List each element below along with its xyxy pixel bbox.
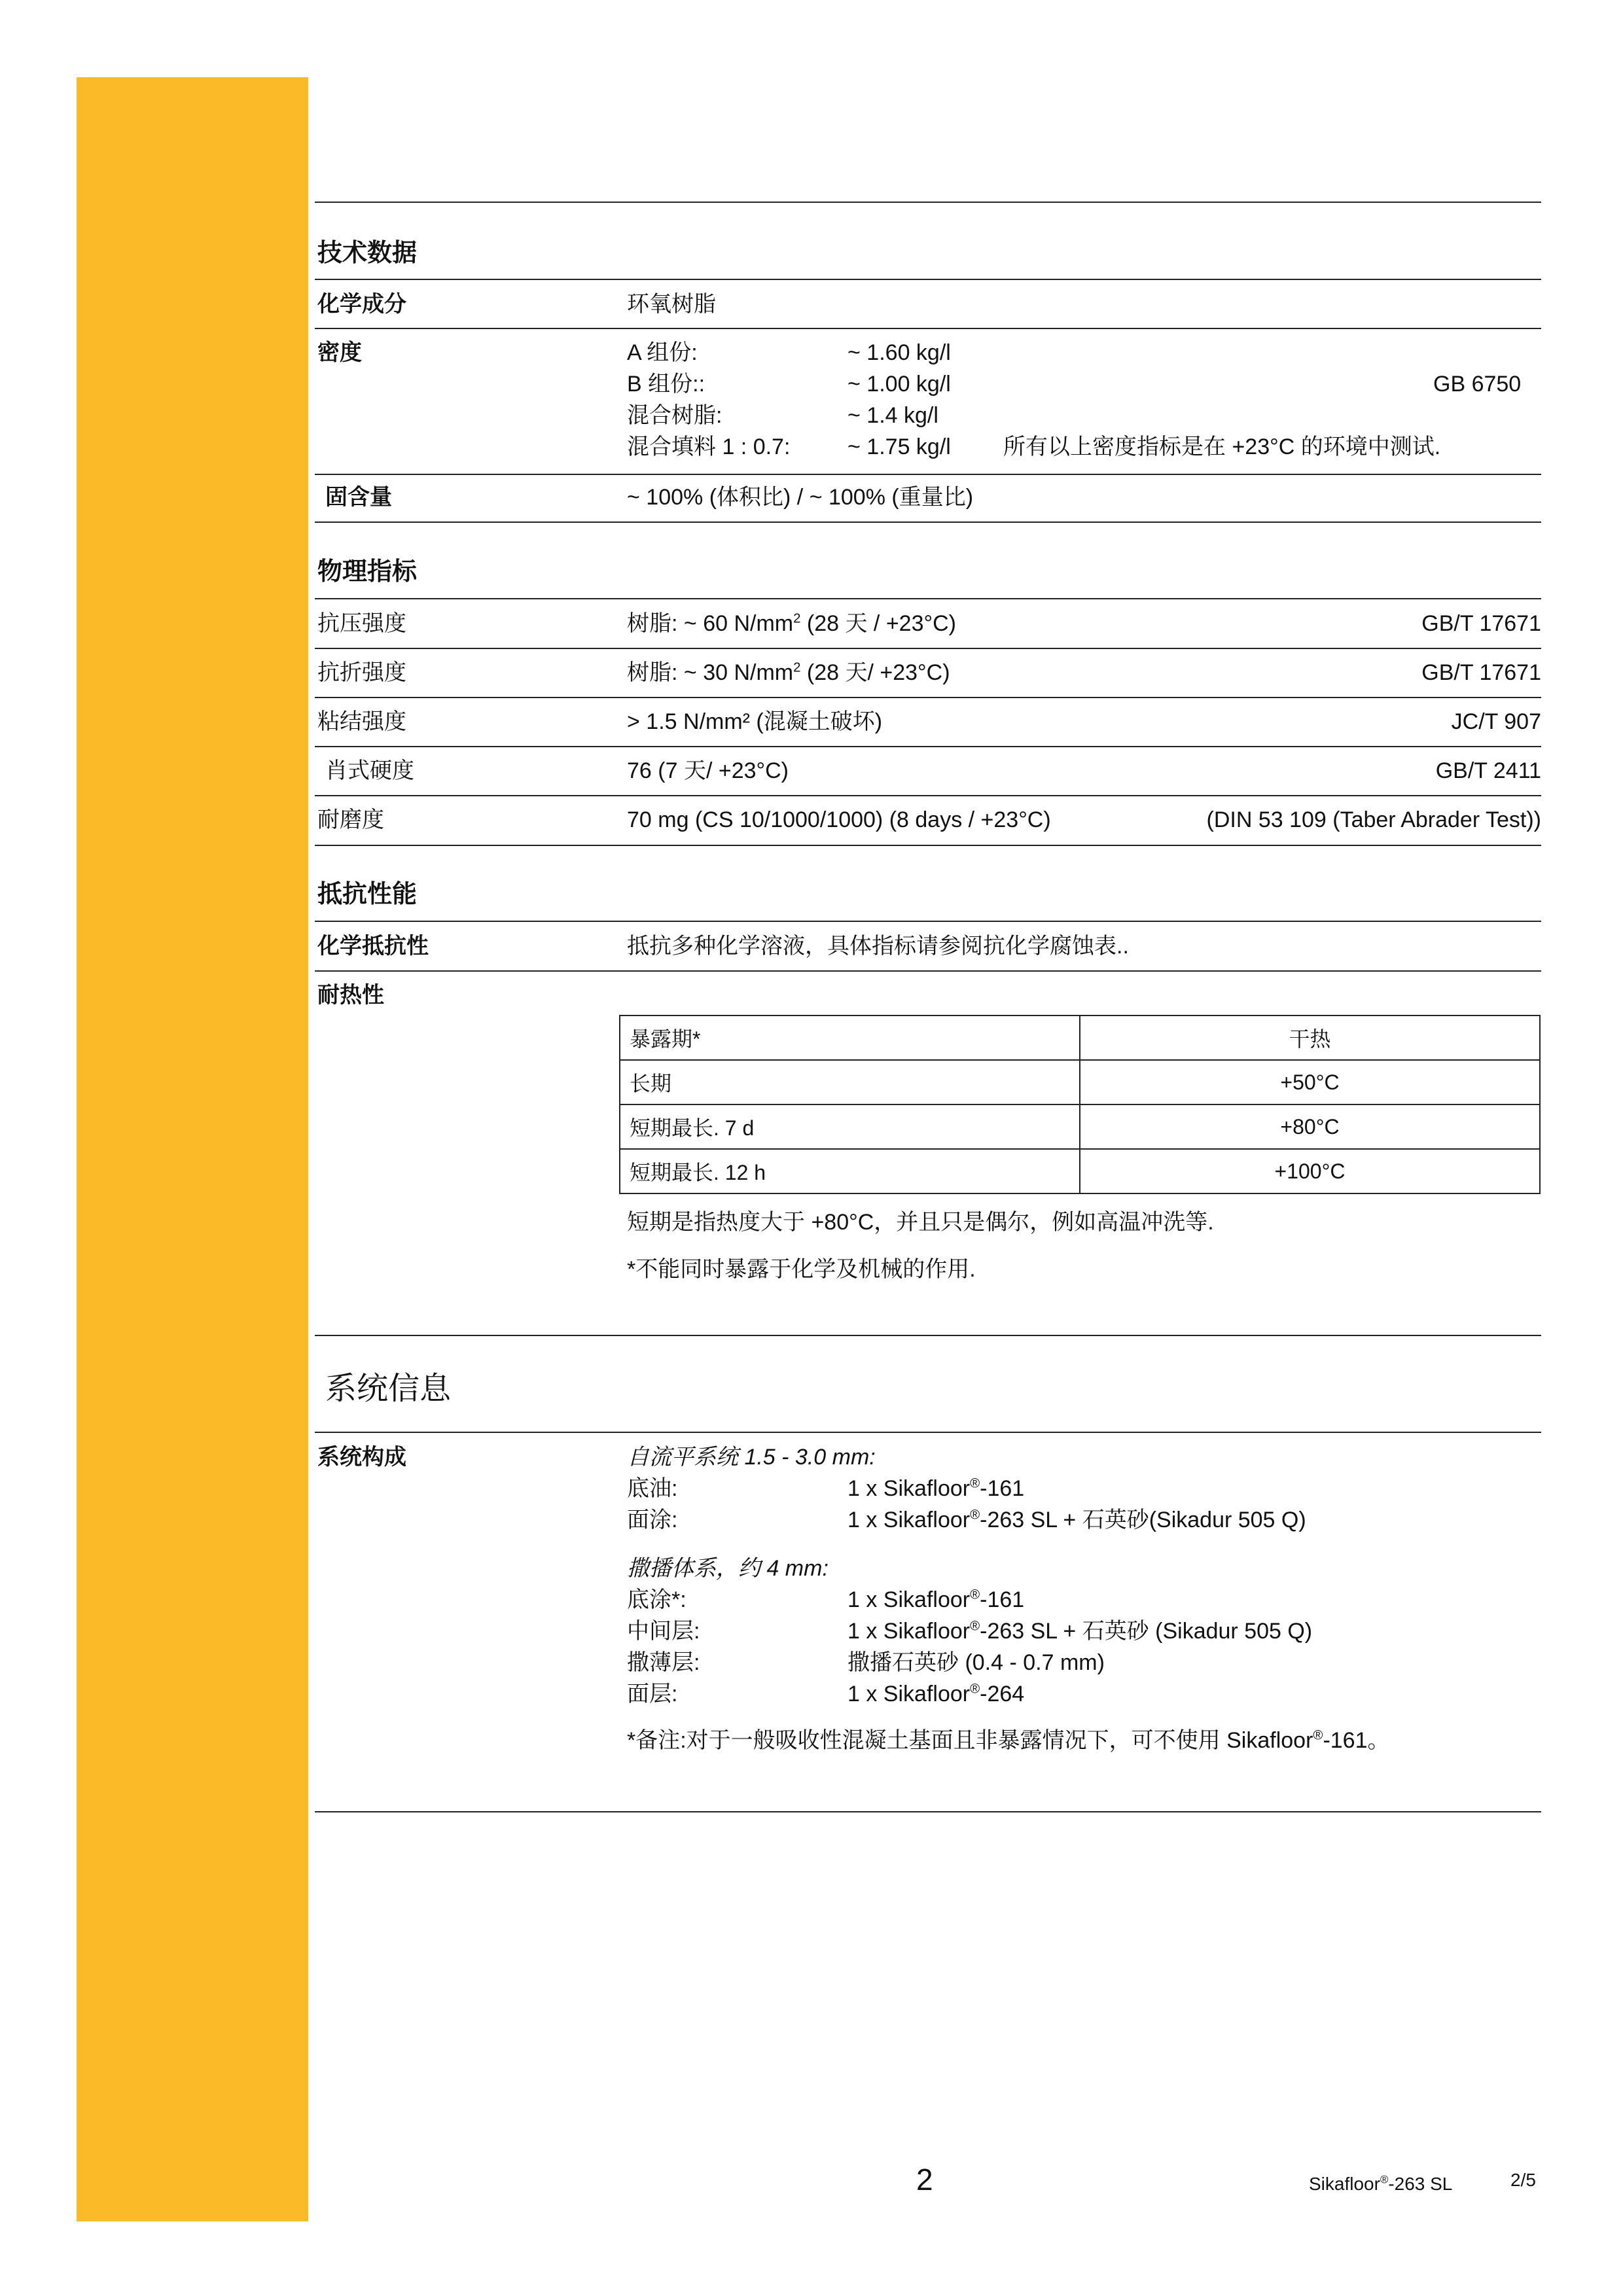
density-filled-label: 混合填料 1 : 0.7: [627, 434, 791, 459]
chem-value: 环氧树脂 [627, 292, 716, 317]
registered-mark: ® [970, 1682, 980, 1697]
value-superscript: 2 [793, 611, 801, 626]
table-cell: +50°C [1080, 1060, 1540, 1104]
physical-row-standard: GB/T 2411 [1435, 758, 1541, 783]
value-text: 1 x Sikafloor [847, 1508, 971, 1532]
value-text: (28 天/ +23°C) [800, 660, 950, 685]
value-text: 树脂: ~ 30 N/mm [627, 660, 794, 685]
density-label: 密度 [317, 340, 362, 365]
value-text: -263 SL [1388, 2174, 1453, 2194]
heat-footnote: *不能同时暴露于化学及机械的作用. [627, 1257, 976, 1282]
table-cell: 长期 [620, 1060, 1080, 1104]
divider [315, 970, 1541, 972]
density-a-value: ~ 1.60 kg/l [847, 340, 951, 365]
physical-row-label: 肖式硬度 [325, 758, 414, 783]
value-text: 1 x Sikafloor [847, 1587, 971, 1612]
system-layer-value [847, 1508, 1306, 1533]
system-layer-value [847, 1476, 1024, 1502]
system-layer-label: 撒薄层: [627, 1650, 700, 1675]
value-text: Sikafloor [1309, 2174, 1380, 2194]
density-a-label: A 组份: [627, 340, 698, 365]
divider [315, 845, 1541, 846]
density-mix-label: 混合树脂: [627, 403, 722, 428]
value-text: -161 [980, 1587, 1025, 1612]
value-text: -161 [980, 1476, 1025, 1501]
chem-label: 化学成分 [317, 292, 406, 317]
registered-mark: ® [1313, 1728, 1323, 1743]
physical-row-value: 70 mg (CS 10/1000/1000) (8 days / +23°C) [627, 807, 1051, 832]
value-text: -263 SL + 石英砂 (Sikadur 505 Q) [980, 1619, 1313, 1644]
physical-row-value: > 1.5 N/mm² (混凝土破坏) [627, 709, 883, 734]
density-note: 所有以上密度指标是在 +23°C 的环境中测试. [1003, 434, 1441, 459]
physical-row-label: 抗压强度 [317, 611, 406, 636]
solid-value: ~ 100% (体积比) / ~ 100% (重量比) [627, 485, 974, 510]
page-number: 2 [916, 2163, 933, 2197]
density-b-value: ~ 1.00 kg/l [847, 372, 951, 397]
system-layer-value [847, 1619, 1312, 1644]
chem-resist-label: 化学抵抗性 [317, 934, 429, 959]
system-layer-value [847, 1587, 1024, 1613]
divider [315, 1335, 1541, 1336]
density-b-label: B 组份:: [627, 372, 705, 397]
product-name [1309, 2174, 1452, 2195]
density-standard: GB 6750 [1433, 372, 1522, 397]
divider [315, 328, 1541, 329]
chem-resist-value: 抵抗多种化学溶液，具体指标请参阅抗化学腐蚀表.. [627, 934, 1129, 959]
note-text: -161。 [1323, 1728, 1390, 1753]
system-layer-label: 面层: [627, 1682, 678, 1706]
heat-resistance-table [619, 1015, 1541, 1194]
system-layer-label: 底涂*: [627, 1587, 687, 1612]
solid-label: 固含量 [325, 485, 392, 510]
physical-row-value [627, 660, 950, 686]
broadcast-title: 撒播体系，约 4 mm: [627, 1556, 829, 1581]
divider [315, 795, 1541, 796]
physical-row-value [627, 611, 956, 637]
heat-resist-label: 耐热性 [317, 983, 384, 1008]
table-cell: +100°C [1080, 1149, 1540, 1193]
physical-row-standard: GB/T 17671 [1421, 660, 1541, 685]
divider [315, 202, 1541, 203]
system-layer-value [847, 1682, 1024, 1707]
table-row [620, 1060, 1540, 1104]
value-text: 树脂: ~ 60 N/mm [627, 611, 794, 636]
system-layer-label: 中间层: [627, 1619, 700, 1644]
section-title-physical: 物理指标 [317, 558, 418, 586]
value-text: 1 x Sikafloor [847, 1619, 971, 1644]
divider [315, 921, 1541, 922]
value-text: -263 SL + 石英砂(Sikadur 505 Q) [980, 1508, 1306, 1532]
table-header-cell: 暴露期* [620, 1016, 1080, 1060]
value-text: 1 x Sikafloor [847, 1682, 971, 1706]
registered-mark: ® [1380, 2173, 1389, 2186]
table-row [620, 1149, 1540, 1193]
divider [315, 697, 1541, 698]
divider [315, 746, 1541, 747]
table-cell: 短期最长. 12 h [620, 1149, 1080, 1193]
divider [315, 648, 1541, 649]
brand-sidebar-band [77, 77, 308, 2221]
table-cell: 短期最长. 7 d [620, 1104, 1080, 1149]
physical-row-value: 76 (7 天/ +23°C) [627, 758, 789, 783]
value-text: -264 [980, 1682, 1025, 1706]
physical-row-label: 耐磨度 [317, 807, 384, 832]
selflevel-title: 自流平系统 1.5 - 3.0 mm: [627, 1445, 876, 1470]
divider [315, 474, 1541, 475]
registered-mark: ® [970, 1587, 980, 1602]
section-title-system: 系统信息 [325, 1371, 452, 1406]
density-filled-value: ~ 1.75 kg/l [847, 434, 951, 459]
physical-row-label: 抗折强度 [317, 660, 406, 685]
density-mix-value: ~ 1.4 kg/l [847, 403, 938, 428]
physical-row-standard: GB/T 17671 [1421, 611, 1541, 636]
system-layer-label: 面涂: [627, 1508, 678, 1532]
value-text: (28 天 / +23°C) [800, 611, 956, 636]
table-row [620, 1016, 1540, 1060]
heat-note: 短期是指热度大于 +80°C，并且只是偶尔，例如高温冲洗等. [627, 1210, 1214, 1235]
registered-mark: ® [970, 1476, 980, 1491]
divider [315, 598, 1541, 599]
system-note [627, 1728, 1390, 1754]
table-header-cell: 干热 [1080, 1016, 1540, 1060]
physical-row-standard: JC/T 907 [1451, 709, 1541, 734]
note-text: *备注:对于一般吸收性混凝土基面且非暴露情况下，可不使用 Sikafloor [627, 1728, 1313, 1753]
divider [315, 521, 1541, 523]
value-text: 1 x Sikafloor [847, 1476, 971, 1501]
system-layer-value: 撒播石英砂 (0.4 - 0.7 mm) [847, 1650, 1105, 1675]
table-cell: +80°C [1080, 1104, 1540, 1149]
registered-mark: ® [970, 1508, 980, 1523]
table-row [620, 1104, 1540, 1149]
system-layer-label: 底油: [627, 1476, 678, 1501]
value-superscript: 2 [793, 660, 801, 675]
section-title-resist: 抵抗性能 [317, 881, 418, 908]
divider [315, 279, 1541, 280]
physical-row-label: 粘结强度 [317, 709, 406, 734]
section-title-tech: 技术数据 [317, 239, 418, 267]
page-count: 2/5 [1510, 2170, 1536, 2190]
divider [315, 1811, 1541, 1812]
registered-mark: ® [970, 1619, 980, 1634]
divider [315, 1432, 1541, 1433]
physical-row-standard: (DIN 53 109 (Taber Abrader Test)) [1206, 807, 1541, 832]
system-label: 系统构成 [317, 1445, 406, 1470]
